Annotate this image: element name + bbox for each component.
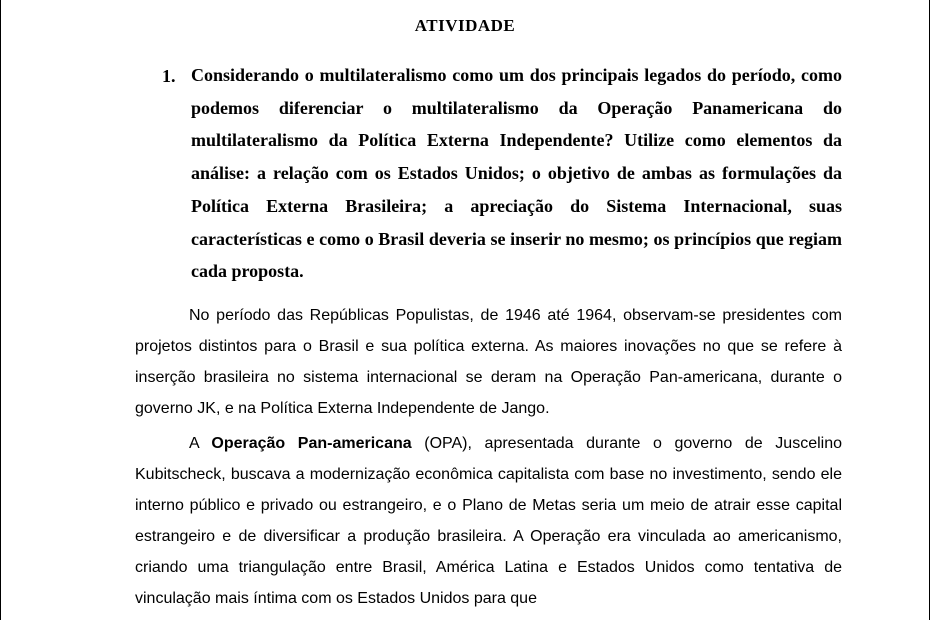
paragraph-opa-text: (OPA), apresentada durante o governo de Juscelino Kubitscheck, buscava a modernização econômica capitalista com base no investimento, sendo ele interno público e privado ou estrangeiro, e o Plano de Metas seria um meio de atrair esse capital estrangeiro e de diversificar a produção brasileira. A Operação era vinculada ao americanismo, criando uma triangulação entre Brasil, América Latina e Estados Unidos como tentativa de vinculação mais íntima com os Estados Unidos para que [135, 435, 842, 607]
paragraph-opa-lead: A [189, 435, 212, 452]
paragraph-intro [135, 300, 842, 424]
paragraph-opa [135, 428, 842, 614]
paragraph-intro-text: No período das Repúblicas Populistas, de 1946 até 1964, observam-se presidentes com projetos distintos para o Brasil e sua política externa. As maiores inovações no que se refere à inserção brasileira no sistema internacional se deram na Operação Pan-americana, durante o governo JK, e na Política Externa Independente de Jango. [135, 307, 842, 417]
question-number: 1. [162, 66, 176, 86]
page-title: ATIVIDADE [414, 16, 516, 35]
paragraph-opa-bold-term: Operação Pan-americana [211, 435, 412, 452]
question-text: Considerando o multilateralismo como um dos principais legados do período, como podemos diferenciar o multilateralismo da Operação Panamericana do multilateralismo da Política Externa Independente? Utilize como elementos da análise: a relação com os Estados Unidos; o objetivo de ambas as formulações da Política Externa Brasileira; a apreciação do Sistema Internacional, suas características e como o Brasil deveria se inserir no mesmo; os princípios que regiam cada proposta. [191, 65, 842, 282]
